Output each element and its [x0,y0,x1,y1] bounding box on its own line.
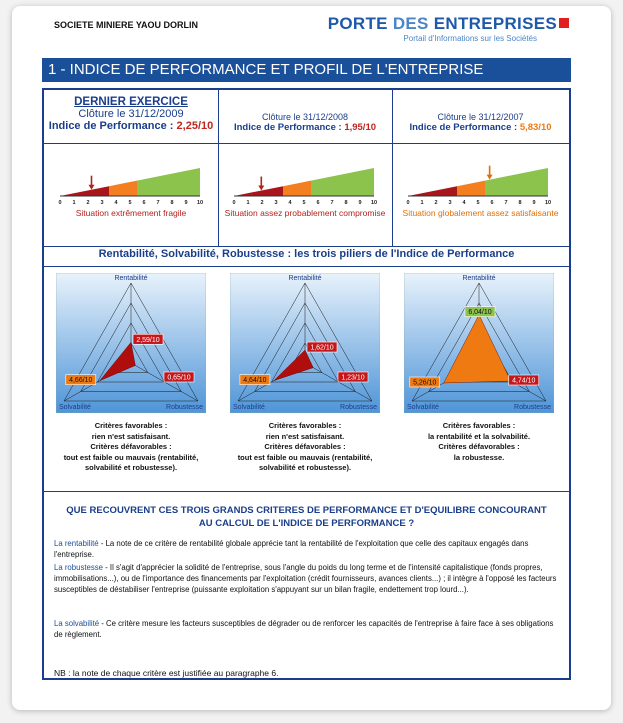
radar-value-solvabilite: 4,64/10 [243,377,267,385]
gauge-tick-label: 7 [156,200,160,206]
gauge-tick-label: 3 [274,200,278,206]
unfavorable-title: Critères défavorables : [438,442,520,451]
column-2007 [392,90,569,247]
brand-word: PORTE [327,14,393,33]
section-banner: 1 - INDICE DE PERFORMANCE ET PROFIL DE L'ENTREPRISE [42,58,571,82]
gauge-tick-label: 5 [128,200,132,206]
radar-axis-label-rentabilite: Rentabilité [288,275,322,282]
divider [44,266,569,267]
radar-value-solvabilite: 4,66/10 [69,377,93,385]
gauge-tick-label: 1 [72,200,76,206]
radar-2007 [404,273,554,413]
gauge-zone-low [60,186,109,196]
gauge-caption: Situation extrêmement fragile [75,208,187,218]
gauge-zone-high [485,168,548,196]
radar-axis-label-robustesse: Robustesse [340,404,377,411]
gauge-tick-label: 9 [358,200,362,206]
favorable-title: Critères favorables : [94,421,168,430]
radar-axis-label-robustesse: Robustesse [514,404,551,411]
gauge-tick-label: 5 [476,200,480,206]
definition-text: - Il s'agit d'apprécier la solidité de l'entreprise, sous l'angle du poids du long terme et de l'intensité capitalistique (fonds propres, immobilisations...), ou de l'importance des financements par l'exploitation (crédit fournisseurs, avances clients...) ; il intègre à l'opposé les facteurs susceptibles de déstabiliser l'entreprise (puissante exploitation s'appuyant sur un bilan fragile, endettement trop lourd...). [54,563,557,594]
criteria-2007 [396,421,562,463]
radar-value-rentabilite: 2,59/10 [136,336,160,344]
criteria-2009 [48,421,214,474]
definition-text: - Ce critère mesure les facteurs susceptibles de dégrader ou de renforcer les capacités de l'entreprise à faire face à ses obligations de règlement. [54,619,554,639]
divider [44,246,569,247]
radar-axis-label-rentabilite: Rentabilité [114,275,148,282]
gauge-tick-label: 4 [288,200,292,206]
performance-frame [42,88,571,680]
criteria-question: QUE RECOUVRENT CES TROIS GRANDS CRITERES DE PERFORMANCE ET D'EQUILIBRE CONCOURANT AU CALCUL DE L'INDICE DE PERFORMANCE ? [66,505,547,529]
definition-term: La rentabilité [54,539,99,548]
radar-axis-label-solvabilite: Solvabilité [233,404,265,411]
definition-term: La robustesse [54,563,103,572]
gauge-zone-high [311,168,374,196]
index-score: 5,83/10 [519,122,552,133]
gauge-caption: Situation globalement assez satisfaisante [402,208,559,218]
definition-text: - La note de ce critère de rentabilité globale apprécie tant la rentabilité de l'exploitation que celle des capitaux engagés dans l'entreprise. [54,539,529,559]
gauge-tick-label: 1 [420,200,424,206]
criteria-2008 [222,421,388,474]
definition-rentabilite [54,538,561,560]
gauge-tick-label: 9 [532,200,536,206]
performance-index [44,120,218,132]
favorable-text: rien n'est satisfaisant. [265,431,345,441]
gauge-tick-label: 4 [462,200,466,206]
radar-value-rentabilite: 1,62/10 [310,344,334,352]
radar-value-rentabilite: 6,04/10 [468,309,492,317]
radar-value-robustesse: 4,74/10 [512,377,536,385]
brand-square-icon [559,18,569,28]
gauge-tick-label: 3 [100,200,104,206]
radar-value-robustesse: 0,65/10 [167,374,191,382]
gauge-zone-mid [283,181,311,196]
index-score: 1,95/10 [344,122,377,133]
portal-subtitle: Portail d'Informations sur les Sociétés [403,34,537,43]
gauge-tick-label: 2 [260,200,264,206]
brand-logo [328,14,569,34]
gauge-tick-label: 2 [434,200,438,206]
gauge-pointer-head [89,185,95,190]
gauge-2007 [404,162,554,206]
unfavorable-title: Critères défavorables : [264,442,346,451]
performance-index [392,122,569,133]
favorable-text: rien n'est satisfaisant. [91,431,171,441]
gauge-zone-high [137,168,200,196]
unfavorable-text: tout est faible ou mauvais (rentabilité, solvabilité et robustesse). [63,452,199,472]
gauge-tick-label: 6 [316,200,320,206]
gauge-tick-label: 9 [184,200,188,206]
closing-date: Clôture le 31/12/2007 [437,112,524,122]
radar-axis-label-rentabilite: Rentabilité [462,275,496,282]
gauge-tick-label: 10 [196,200,204,206]
gauge-tick-label: 6 [490,200,494,206]
index-label: Indice de Performance : [233,122,345,133]
exercise-title: DERNIER EXERCICE [74,96,188,108]
gauge-zone-mid [457,181,485,196]
definition-robustesse [54,562,561,595]
gauge-zone-mid [109,181,137,196]
divider [44,491,569,492]
gauge-tick-label: 8 [344,200,348,206]
gauge-tick-label: 2 [86,200,90,206]
index-label: Indice de Performance : [48,120,177,132]
radar-axis-label-solvabilite: Solvabilité [59,404,91,411]
definition-term: La solvabilité [54,619,100,628]
gauge-2009 [56,162,206,206]
radar-value-solvabilite: 5,26/10 [413,379,437,387]
closing-date: Clôture le 31/12/2009 [78,108,184,120]
radar-axis-label-robustesse: Robustesse [166,404,203,411]
gauge-tick-label: 10 [370,200,378,206]
gauge-zone-low [408,186,457,196]
radar-2008 [230,273,380,413]
radar-axis-label-solvabilite: Solvabilité [407,404,439,411]
divider [44,143,569,144]
radar-2009 [56,273,206,413]
favorable-title: Critères favorables : [442,421,516,430]
gauge-2008 [230,162,380,206]
gauge-tick-label: 5 [302,200,306,206]
pillars-title: Rentabilité, Solvabilité, Robustesse : les trois piliers de l'Indice de Performance [98,248,515,260]
gauge-tick-label: 1 [246,200,250,206]
gauge-tick-label: 0 [232,200,236,206]
unfavorable-text: la robustesse. [453,452,505,462]
gauge-tick-label: 7 [330,200,334,206]
gauge-pointer-head [258,186,264,191]
column-2009 [44,90,219,247]
unfavorable-text: tout est faible ou mauvais (rentabilité, solvabilité et robustesse). [237,452,373,472]
brand-word-end: ENTREPRISES [428,14,557,33]
gauge-tick-label: 7 [504,200,508,206]
favorable-title: Critères favorables : [268,421,342,430]
gauge-tick-label: 0 [406,200,410,206]
index-score: 2,25/10 [176,120,214,132]
gauge-tick-label: 10 [544,200,552,206]
radar-value-robustesse: 1,23/10 [341,374,365,382]
gauge-pointer-head [487,175,493,180]
closing-date: Clôture le 31/12/2008 [261,112,349,122]
gauge-tick-label: 8 [518,200,522,206]
footnote: NB : la note de chaque critère est justifiée au paragraphe 6. [54,668,279,678]
brand-word-light: DES [392,14,429,33]
gauge-tick-label: 6 [142,200,146,206]
company-name: SOCIETE MINIERE YAOU DORLIN [54,20,199,30]
gauge-caption: Situation assez probablement compromise [224,208,386,218]
gauge-tick-label: 3 [448,200,452,206]
gauge-tick-label: 8 [170,200,174,206]
unfavorable-title: Critères défavorables : [90,442,172,451]
gauge-tick-label: 0 [58,200,62,206]
definition-solvabilite [54,618,561,640]
gauge-tick-label: 4 [114,200,118,206]
index-label: Indice de Performance : [409,122,520,133]
gauge-zone-low [234,186,283,196]
performance-index [218,122,392,133]
favorable-text: la rentabilité et la solvabilité. [427,431,531,441]
column-2008 [218,90,393,247]
